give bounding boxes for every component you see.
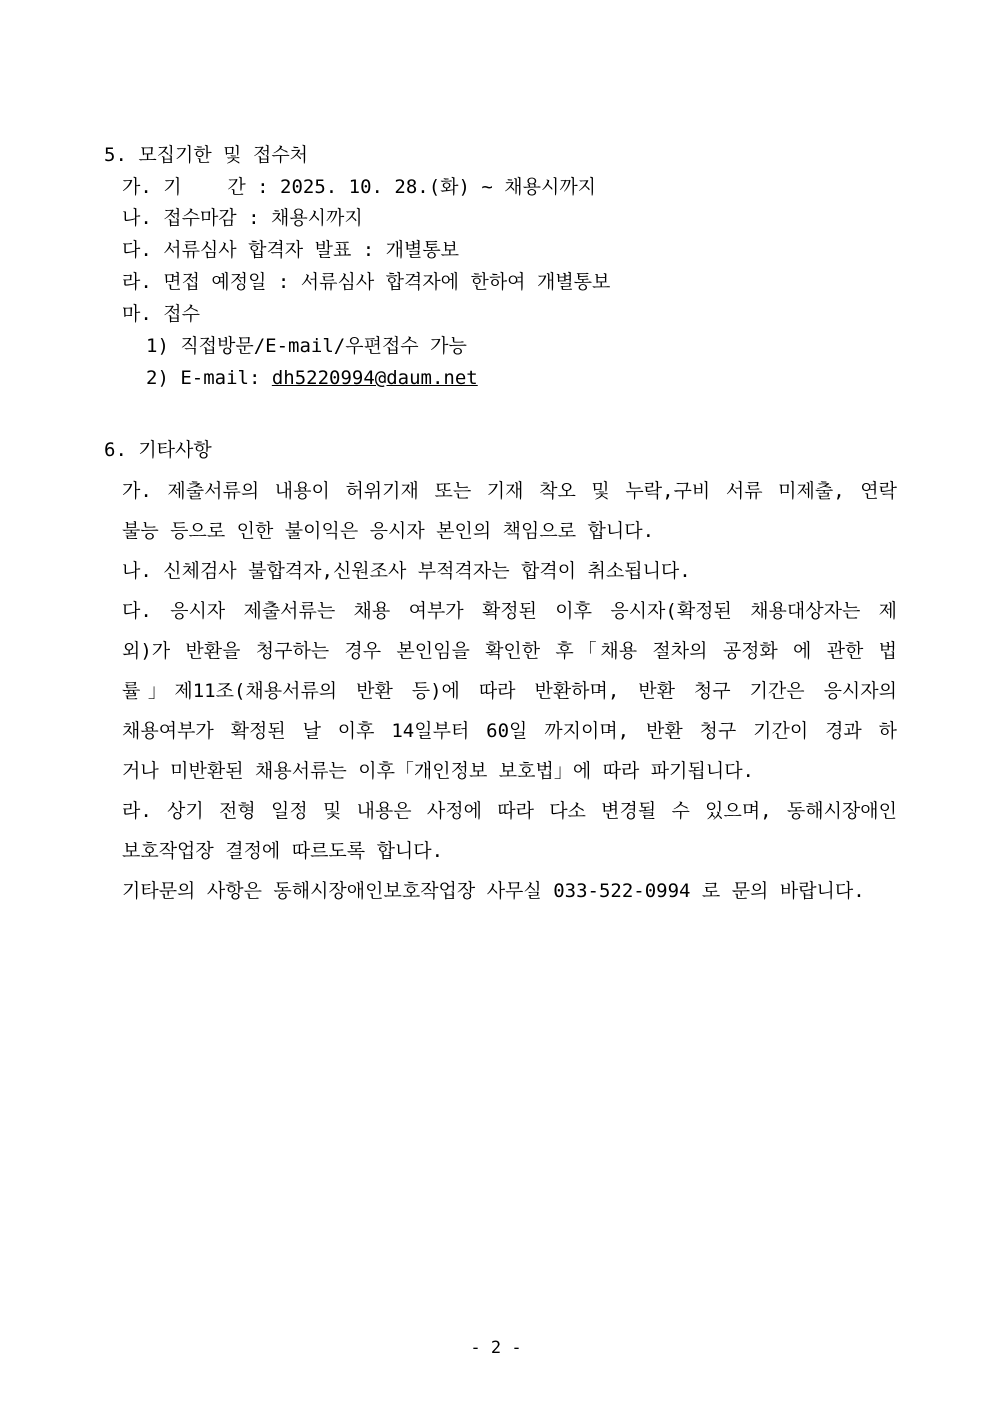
page-number: - 2 -	[470, 1338, 522, 1358]
section6-line-4: 다. 응시자 제출서류는 채용 여부가 확정된 이후 응시자(확정된 채용대상자는 제	[122, 600, 897, 622]
section6-line-6: 률」제11조(채용서류의 반환 등)에 따라 반환하며, 반환 청구 기간은 응시자의	[122, 680, 897, 702]
section6-line-8: 거나 미반환된 채용서류는 이후「개인정보 보호법」에 따라 파기됩니다.	[122, 760, 754, 782]
section6-line-3: 나. 신체검사 불합격자,신원조사 부적격자는 합격이 취소됩니다.	[122, 560, 691, 582]
section5-heading: 5. 모집기한 및 접수처	[104, 144, 309, 166]
section5-sub-methods: 1) 직접방문/E-mail/우편접수 가능	[146, 335, 467, 357]
section5-item-deadline: 나. 접수마감 : 채용시까지	[122, 207, 363, 229]
section6-line-10: 보호작업장 결정에 따르도록 합니다.	[122, 840, 444, 862]
section6-heading: 6. 기타사항	[104, 439, 212, 461]
section5-item-document-result: 다. 서류심사 합격자 발표 : 개별통보	[122, 239, 460, 261]
email-link[interactable]: dh5220994@daum.net	[271, 367, 478, 389]
section5-item-reception: 마. 접수	[122, 303, 200, 325]
section6-line-5: 외)가 반환을 청구하는 경우 본인임을 확인한 후「채용 절차의 공정화 에 관한 법	[122, 640, 897, 662]
section6-line-9: 라. 상기 전형 일정 및 내용은 사정에 따라 다소 변경될 수 있으며, 동해시장애인	[122, 800, 897, 822]
section5-item-interview: 라. 면접 예정일 : 서류심사 합격자에 한하여 개별통보	[122, 271, 611, 293]
email-label: 2) E-mail:	[146, 367, 272, 389]
section5-item-period: 가. 기 간 : 2025. 10. 28.(화) ~ 채용시까지	[122, 176, 597, 198]
section6-line-7: 채용여부가 확정된 날 이후 14일부터 60일 까지이며, 반환 청구 기간이 경과 하	[122, 720, 897, 742]
section6-line-2: 불능 등으로 인한 불이익은 응시자 본인의 책임으로 합니다.	[122, 520, 655, 542]
section6-line-11: 기타문의 사항은 동해시장애인보호작업장 사무실 033-522-0994 로 문의 바랍니다.	[122, 880, 865, 902]
section5-sub-email	[146, 366, 478, 390]
section6-line-1: 가. 제출서류의 내용이 허위기재 또는 기재 착오 및 누락,구비 서류 미제출, 연락	[122, 480, 897, 502]
